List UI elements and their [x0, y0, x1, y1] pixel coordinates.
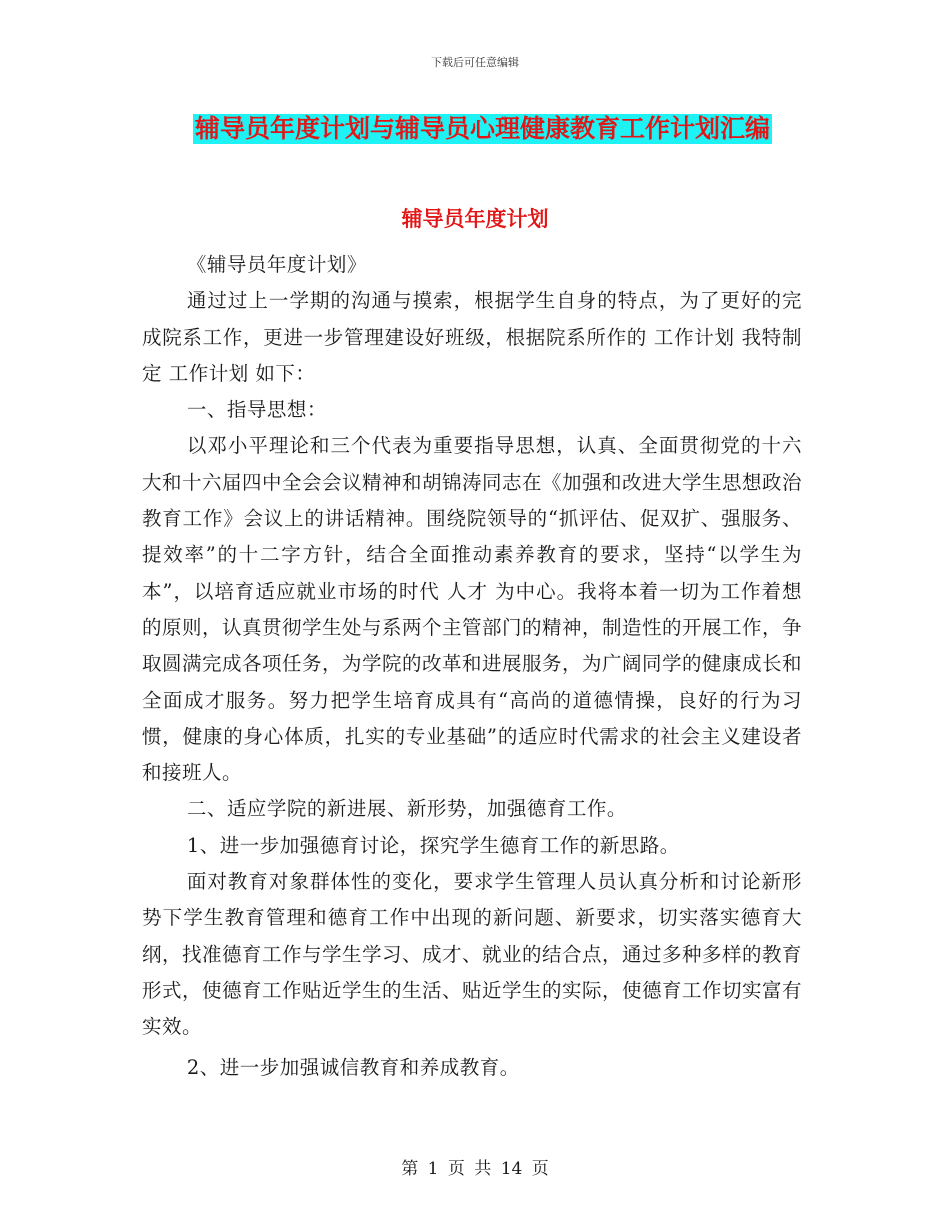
- section-title: 辅导员年度计划: [401, 207, 549, 231]
- paragraph: 一、指导思想：: [186, 398, 327, 422]
- paragraph: 2、进一步加强诚信教育和养成教育。: [186, 1055, 520, 1079]
- header-note: 下载后可任意编辑: [431, 56, 519, 69]
- page-footer: 第 1 页 共 14 页: [401, 1159, 549, 1179]
- paragraph: 《辅导员年度计划》: [186, 253, 367, 276]
- paragraph: 以邓小平理论和三个代表为重要指导思想，认真、全面贯彻党的十六大和十六届四中全会会议精神和胡锦涛同志在《加强和改进大学生思想政治教育工作》会议上的讲话精神。围绕院领导的“抓评估、促双扩、强服务、提效率”的十二字方针，结合全面推动素养教育的要求，坚持“以学生为本”，以培育适应就业市场的时代 人才 为中心。我将本着一切为工作着想的原则，认真贯彻学生处与系两个主管部门的精神，制造性的开展工作，争取圆满完成各项任务，为学院的改革和进展服务，为广阔同学的健康成长和全面成才服务。努力把学生培育成具有“高尚的道德情操，良好的行为习惯，健康的身心体质，扎实的专业基础”的适应时代需求的社会主义建设者和接班人。: [142, 434, 803, 785]
- paragraph: 面对教育对象群体性的变化，要求学生管理人员认真分析和讨论新形势下学生教育管理和德育工作中出现的新问题、新要求，切实落实德育大纲，找准德育工作与学生学习、成才、就业的结合点，通过多种多样的教育形式，使德育工作贴近学生的生活、贴近学生的实际，使德育工作切实富有实效。: [142, 870, 803, 1039]
- document-body: [142, 247, 802, 1086]
- paragraph: 通过过上一学期的沟通与摸索，根据学生自身的特点，为了更好的完成院系工作，更进一步管理建设好班级，根据院系所作的 工作计划 我特制定 工作计划 如下：: [142, 289, 802, 385]
- document-title: 辅导员年度计划与辅导员心理健康教育工作计划汇编: [195, 114, 771, 143]
- paragraph: 二、适应学院的新进展、新形势，加强德育工作。: [186, 797, 627, 821]
- paragraph: 1、进一步加强德育讨论，探究学生德育工作的新思路。: [186, 833, 680, 857]
